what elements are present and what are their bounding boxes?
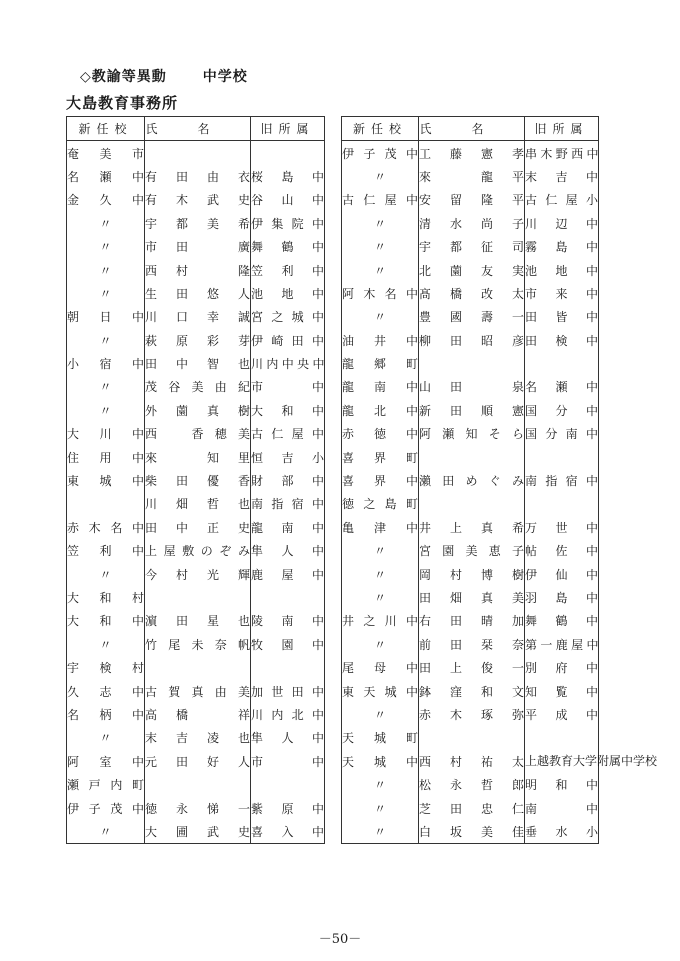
name-cell: 工藤憲孝: [419, 141, 525, 165]
previous-school-cell: 帖佐中: [525, 539, 599, 562]
table-row: [67, 188, 325, 211]
new-school-cell: [67, 492, 145, 515]
table-row: [342, 165, 599, 188]
table-row: [342, 422, 599, 445]
name-cell: 來 知里: [145, 445, 251, 468]
table-row: [67, 796, 325, 819]
new-school-cell: 〃: [342, 165, 419, 188]
table-row: [342, 586, 599, 609]
table-row: [342, 305, 599, 328]
name-cell: 安留隆平: [419, 188, 525, 211]
new-school-cell: 金久中: [67, 188, 145, 211]
new-school-cell: 〃: [342, 235, 419, 258]
municipality-row: [342, 492, 599, 515]
empty-cell: [145, 656, 251, 679]
name-cell: 大圃武史: [145, 820, 251, 844]
name-cell: 右田晴加: [419, 609, 525, 632]
empty-cell: [145, 586, 251, 609]
name-cell: 萩原彩芽: [145, 329, 251, 352]
previous-school-cell: 川内北中: [251, 703, 325, 726]
previous-school-cell: 田検中: [525, 329, 599, 352]
previous-school-cell: 龍南中: [251, 516, 325, 539]
table-row: [67, 469, 325, 492]
new-school-cell: 小宿中: [67, 352, 145, 375]
new-school-cell: 東天城中: [342, 679, 419, 702]
new-school-cell: 名柄中: [67, 703, 145, 726]
previous-school-cell: 国分南中: [525, 422, 599, 445]
name-cell: 西村祐太: [419, 750, 525, 773]
table-row: [342, 235, 599, 258]
municipality-heading: 徳之島町: [342, 492, 419, 515]
new-school-cell: 阿木名中: [342, 282, 419, 305]
empty-cell: [251, 586, 325, 609]
municipality-heading: 瀬戸内町: [67, 773, 145, 796]
previous-school-cell: 平成中: [525, 703, 599, 726]
header-row: [67, 117, 325, 141]
name-cell: 豊國壽一: [419, 305, 525, 328]
new-school-cell: 〃: [342, 562, 419, 585]
table-row: [67, 445, 325, 468]
previous-school-cell: 田皆中: [525, 305, 599, 328]
table-row: [67, 750, 325, 773]
previous-school-cell: 霧島中: [525, 235, 599, 258]
previous-school-cell: 知覧中: [525, 679, 599, 702]
previous-school-cell: 川辺中: [525, 212, 599, 235]
municipality-heading: 大和村: [67, 586, 145, 609]
heading-level: 中学校: [202, 69, 248, 85]
table-row: [67, 165, 325, 188]
new-school-cell: 油井中: [342, 329, 419, 352]
new-school-cell: 〃: [67, 562, 145, 585]
new-school-cell: 伊子茂中: [342, 141, 419, 165]
table-row: [342, 375, 599, 398]
municipality-heading: 天城町: [342, 726, 419, 749]
name-cell: 高橋 祥: [145, 703, 251, 726]
previous-school-cell: 川内中央中: [251, 352, 325, 375]
name-cell: 古賀真由美: [145, 679, 251, 702]
previous-school-cell: 隼人中: [251, 539, 325, 562]
roster-body-left: [67, 141, 325, 844]
name-cell: 前田栞奈: [419, 633, 525, 656]
name-cell: 田畑真美: [419, 586, 525, 609]
name-cell: 市田 廣: [145, 235, 251, 258]
previous-school-cell: 万世中: [525, 516, 599, 539]
name-cell: 宮園美恵子: [419, 539, 525, 562]
new-school-cell: 大川中: [67, 422, 145, 445]
table-row: [342, 399, 599, 422]
new-school-cell: 名瀬中: [67, 165, 145, 188]
empty-cell: [525, 352, 599, 375]
new-school-cell: 〃: [67, 633, 145, 656]
previous-school-cell: 垂水小: [525, 820, 599, 844]
name-cell: 西 香穂美: [145, 422, 251, 445]
municipality-row: [67, 586, 325, 609]
table-row: [67, 703, 325, 726]
header-new-school: 新任校: [342, 117, 419, 141]
name-cell: 茂谷美由紀: [145, 375, 251, 398]
new-school-cell: 〃: [342, 820, 419, 844]
new-school-cell: 〃: [67, 726, 145, 749]
new-school-cell: 朝日中: [67, 305, 145, 328]
new-school-cell: 東城中: [67, 469, 145, 492]
new-school-cell: 〃: [67, 375, 145, 398]
table-row: [342, 188, 599, 211]
new-school-cell: 〃: [67, 282, 145, 305]
name-cell: 生田悠人: [145, 282, 251, 305]
empty-cell: [145, 773, 251, 796]
previous-school-cell: 古仁屋中: [251, 422, 325, 445]
table-row: [342, 796, 599, 819]
previous-school-cell: 市来中: [525, 282, 599, 305]
previous-school-cell: 羽島中: [525, 586, 599, 609]
name-cell: 宇都美希: [145, 212, 251, 235]
new-school-cell: 〃: [67, 235, 145, 258]
empty-cell: [419, 352, 525, 375]
new-school-cell: 井之川中: [342, 609, 419, 632]
table-row: [342, 539, 599, 562]
header-name: 氏名: [419, 117, 525, 141]
empty-cell: [145, 141, 251, 165]
table-row: [67, 492, 325, 515]
previous-school-cell: 明和中: [525, 773, 599, 796]
new-school-cell: 久志中: [67, 679, 145, 702]
name-cell: 末吉凌也: [145, 726, 251, 749]
table-row: [342, 679, 599, 702]
table-row: [67, 820, 325, 844]
name-cell: 瀨田めぐみ: [419, 469, 525, 492]
previous-school-cell: 国分中: [525, 399, 599, 422]
name-cell: 北薗友実: [419, 258, 525, 281]
new-school-cell: 〃: [342, 586, 419, 609]
new-school-cell: 〃: [342, 773, 419, 796]
table-row: [342, 633, 599, 656]
previous-school-cell: 鹿屋中: [251, 562, 325, 585]
name-cell: 徳永悌一: [145, 796, 251, 819]
previous-school-cell: 古仁屋小: [525, 188, 599, 211]
table-row: [342, 469, 599, 492]
table-row: [342, 609, 599, 632]
municipality-row: [342, 445, 599, 468]
new-school-cell: 大和中: [67, 609, 145, 632]
new-school-cell: 住用中: [67, 445, 145, 468]
table-row: [67, 258, 325, 281]
municipality-row: [67, 773, 325, 796]
new-school-cell: 赤徳中: [342, 422, 419, 445]
previous-school-cell: 南 中: [525, 796, 599, 819]
name-cell: 濵田星也: [145, 609, 251, 632]
roster-table-left: [66, 116, 325, 844]
name-cell: 清水尚子: [419, 212, 525, 235]
table-row: [342, 212, 599, 235]
name-cell: 宇都征司: [419, 235, 525, 258]
new-school-cell: 龍北中: [342, 399, 419, 422]
table-row: [67, 679, 325, 702]
diamond-marker: ◇: [80, 69, 92, 85]
previous-school-cell: 舞鶴中: [251, 235, 325, 258]
name-cell: 有木武史: [145, 188, 251, 211]
new-school-cell: 〃: [67, 820, 145, 844]
previous-school-cell: 恒吉小: [251, 445, 325, 468]
name-cell: 有田由衣: [145, 165, 251, 188]
table-row: [67, 235, 325, 258]
empty-cell: [525, 726, 599, 749]
name-cell: 來 龍平: [419, 165, 525, 188]
previous-school-cell: 池地中: [525, 258, 599, 281]
previous-school-cell: 陵南中: [251, 609, 325, 632]
previous-school-cell: 南指宿中: [251, 492, 325, 515]
name-cell: 岡村博樹: [419, 562, 525, 585]
name-cell: 竹尾未奈帆: [145, 633, 251, 656]
previous-school-cell: 池地中: [251, 282, 325, 305]
new-school-cell: 古仁屋中: [342, 188, 419, 211]
previous-school-cell: 名瀬中: [525, 375, 599, 398]
table-row: [342, 562, 599, 585]
header-row: [342, 117, 599, 141]
municipality-heading: 龍郷町: [342, 352, 419, 375]
empty-cell: [419, 445, 525, 468]
table-row: [67, 422, 325, 445]
new-school-cell: 喜界中: [342, 469, 419, 492]
name-cell: 今村光輝: [145, 562, 251, 585]
name-cell: 田中智也: [145, 352, 251, 375]
table-row: [67, 329, 325, 352]
table-row: [67, 305, 325, 328]
new-school-cell: 〃: [67, 399, 145, 422]
table-row: [342, 703, 599, 726]
header-new-school: 新任校: [67, 117, 145, 141]
table-row: [342, 820, 599, 844]
page-number: －50－: [318, 932, 362, 947]
previous-school-cell: 末吉中: [525, 165, 599, 188]
name-cell: 西村 隆: [145, 258, 251, 281]
office-name: 大島教育事務所: [66, 94, 179, 112]
table-row: [67, 516, 325, 539]
previous-school-cell: 別府中: [525, 656, 599, 679]
name-cell: 白坂美佳: [419, 820, 525, 844]
new-school-cell: 〃: [342, 258, 419, 281]
new-school-cell: 〃: [342, 212, 419, 235]
previous-school-cell: 隼人中: [251, 726, 325, 749]
new-school-cell: 天城中: [342, 750, 419, 773]
previous-school-cell: 伊仙中: [525, 562, 599, 585]
empty-cell: [525, 492, 599, 515]
name-cell: 川口幸誠: [145, 305, 251, 328]
new-school-cell: 〃: [342, 796, 419, 819]
table-row: [342, 750, 599, 773]
name-cell: 鉢窪和文: [419, 679, 525, 702]
empty-cell: [251, 141, 325, 165]
table-row: [67, 726, 325, 749]
table-row: [342, 656, 599, 679]
table-row: [342, 773, 599, 796]
table-row: [67, 633, 325, 656]
new-school-cell: 〃: [342, 633, 419, 656]
new-school-cell: 笠利中: [67, 539, 145, 562]
name-cell: 柳田昭彦: [419, 329, 525, 352]
roster-body-right: [342, 141, 658, 844]
new-school-cell: 尾母中: [342, 656, 419, 679]
new-school-cell: 赤木名中: [67, 516, 145, 539]
roster-table-right: [341, 116, 658, 844]
new-school-cell: 〃: [342, 305, 419, 328]
section-heading: [80, 66, 248, 86]
new-school-cell: 〃: [67, 212, 145, 235]
empty-cell: [419, 726, 525, 749]
name-cell: 元田好人: [145, 750, 251, 773]
table-row: [342, 329, 599, 352]
name-cell: 上屋敷のぞみ: [145, 539, 251, 562]
name-cell: 井上真希: [419, 516, 525, 539]
new-school-cell: 伊子茂中: [67, 796, 145, 819]
previous-school-cell: 牧園中: [251, 633, 325, 656]
new-school-cell: 〃: [67, 258, 145, 281]
previous-school-cell: 伊集院中: [251, 212, 325, 235]
previous-school-cell: 宮之城中: [251, 305, 325, 328]
name-cell: 田上俊一: [419, 656, 525, 679]
previous-school-cell: 桜島中: [251, 165, 325, 188]
empty-cell: [251, 656, 325, 679]
name-cell: 阿瀬知そら: [419, 422, 525, 445]
header-previous: 旧所属: [251, 117, 325, 141]
municipality-heading: 喜界町: [342, 445, 419, 468]
new-school-cell: 〃: [67, 329, 145, 352]
municipality-heading: 宇検村: [67, 656, 145, 679]
previous-school-cell: 大和中: [251, 399, 325, 422]
previous-school-cell: 市 中: [251, 375, 325, 398]
name-cell: 松永哲郎: [419, 773, 525, 796]
table-row: [67, 562, 325, 585]
previous-school-cell: 加世田中: [251, 679, 325, 702]
previous-school-cell: 第一鹿屋中: [525, 633, 599, 656]
name-cell: 柴田優香: [145, 469, 251, 492]
previous-school-cell: 谷山中: [251, 188, 325, 211]
table-row: [67, 609, 325, 632]
name-cell: 髙橋改太: [419, 282, 525, 305]
previous-school-cell: 市 中: [251, 750, 325, 773]
table-row: [342, 258, 599, 281]
name-cell: 芝田忠仁: [419, 796, 525, 819]
table-row: [342, 282, 599, 305]
previous-school-cell: 喜入中: [251, 820, 325, 844]
name-cell: 田中正史: [145, 516, 251, 539]
new-school-cell: 〃: [342, 703, 419, 726]
name-cell: 川畑哲也: [145, 492, 251, 515]
previous-school-cell: 紫原中: [251, 796, 325, 819]
empty-cell: [419, 492, 525, 515]
previous-school-cell: 伊崎田中: [251, 329, 325, 352]
previous-school-cell: 財部中: [251, 469, 325, 492]
name-cell: 外薗真樹: [145, 399, 251, 422]
previous-school-cell: 笠利中: [251, 258, 325, 281]
previous-school-cell: 舞鶴中: [525, 609, 599, 632]
header-name: 氏名: [145, 117, 251, 141]
table-row: [67, 399, 325, 422]
name-cell: 赤木琢弥: [419, 703, 525, 726]
new-school-cell: 阿室中: [67, 750, 145, 773]
previous-school-cell: 串木野西中: [525, 141, 599, 165]
table-row: [67, 375, 325, 398]
table-row: [67, 212, 325, 235]
heading-title: 教諭等異動: [91, 69, 167, 85]
empty-cell: [525, 445, 599, 468]
municipality-row: [342, 726, 599, 749]
previous-school-cell: 南指宿中: [525, 469, 599, 492]
municipality-row: [342, 352, 599, 375]
municipality-row: [67, 141, 325, 165]
name-cell: 新田順憲: [419, 399, 525, 422]
municipality-row: [67, 656, 325, 679]
empty-cell: [251, 773, 325, 796]
header-previous: 旧所属: [525, 117, 599, 141]
new-school-cell: 龍南中: [342, 375, 419, 398]
table-row: [342, 516, 599, 539]
new-school-cell: 亀津中: [342, 516, 419, 539]
table-row: [342, 141, 599, 165]
table-row: [67, 282, 325, 305]
municipality-heading: 奄美市: [67, 141, 145, 165]
new-school-cell: 〃: [342, 539, 419, 562]
table-row: [67, 539, 325, 562]
name-cell: 山田 泉: [419, 375, 525, 398]
table-row: [67, 352, 325, 375]
previous-school-cell: 上越教育大学附属中学校: [525, 750, 599, 773]
